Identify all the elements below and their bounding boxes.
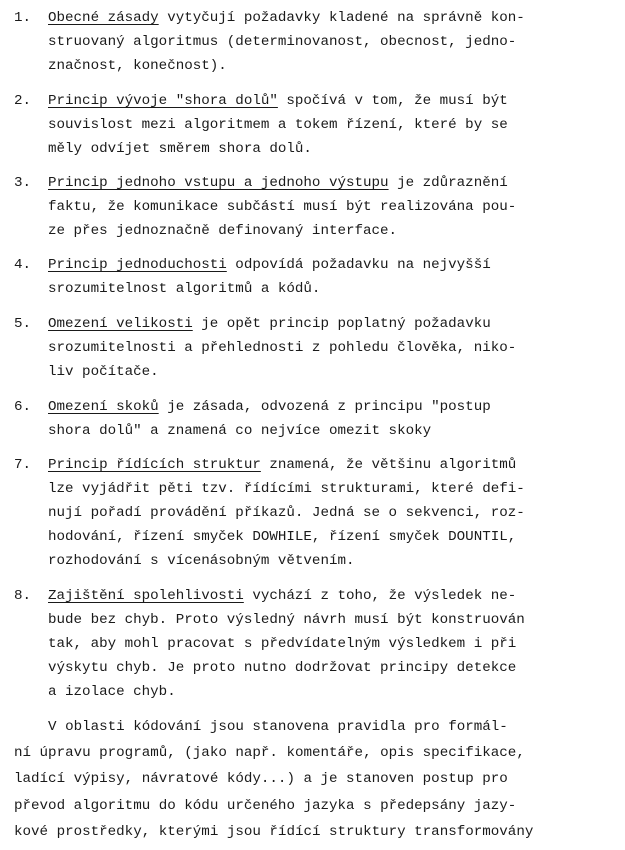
item-line: souvislost mezi algoritmem a tokem řízení, které by se: [48, 117, 508, 133]
item-line: struovaný algoritmus (determinovanost, obecnost, jedno-: [48, 34, 517, 50]
item-first-line: je opět princip poplatný požadavku: [192, 316, 491, 332]
item-line: měly odvíjet směrem shora dolů.: [48, 141, 312, 157]
item-line: a izolace chyb.: [48, 684, 176, 700]
item-title: Princip řídících struktur: [48, 457, 261, 473]
item-title: Princip vývoje "shora dolů": [48, 93, 278, 109]
item-number: 1.: [14, 10, 32, 26]
item-line: srozumitelnosti a přehlednosti z pohledu člověka, niko-: [48, 340, 517, 356]
item-line: hodování, řízení smyček DOWHILE, řízení smyček DOUNTIL,: [48, 529, 517, 545]
paragraph-line: kové prostředky, kterými jsou řídící struktury transformovány: [14, 823, 534, 840]
item-title: Princip jednoho vstupu a jednoho výstupu: [48, 175, 389, 191]
paragraph-line: převod algoritmu do kódu určeného jazyka s předepsány jazy-: [14, 797, 517, 814]
item-text: [48, 253, 614, 301]
item-text: [48, 89, 614, 161]
paragraph-line: ladící výpisy, návratové kódy...) a je stanoven postup pro: [14, 771, 508, 788]
item-line: bude bez chyb. Proto výsledný návrh musí být konstruován: [48, 612, 525, 628]
item-first-line: je zdůraznění: [388, 175, 508, 191]
item-number: 2.: [14, 93, 32, 109]
item-text: [48, 171, 614, 243]
item-number: 6.: [14, 399, 32, 415]
item-line: faktu, že komunikace subčástí musí být realizována pou-: [48, 199, 517, 215]
paragraph-line: ní úpravu programů, (jako např. komentáře, opis specifikace,: [14, 745, 525, 762]
item-line: značnost, konečnost).: [48, 58, 227, 74]
item-first-line: je zásada, odvozená z principu "postup: [158, 399, 491, 415]
item-text: [48, 312, 614, 384]
item-title: Zajištění spolehlivosti: [48, 588, 244, 604]
item-line: nují pořadí provádění příkazů. Jedná se o sekvenci, roz-: [48, 505, 525, 521]
item-line: srozumitelnost algoritmů a kódů.: [48, 281, 321, 297]
item-line: tak, aby mohl pracovat s předvídatelným výsledkem i při: [48, 636, 517, 652]
item-number: 7.: [14, 457, 32, 473]
item-line: shora dolů" a znamená co nejvíce omezit skoky: [48, 423, 432, 439]
paragraph-line: V oblasti kódování jsou stanovena pravidla pro formál-: [14, 719, 508, 735]
item-first-line: vychází z toho, že výsledek ne-: [243, 588, 517, 604]
item-line: ze přes jednoznačně definovaný interface.: [48, 223, 398, 239]
item-text: [48, 395, 614, 443]
item-title: Omezení skoků: [48, 399, 159, 415]
item-line: výskytu chyb. Je proto nutno dodržovat principy detekce: [48, 660, 517, 676]
item-text: [48, 6, 614, 78]
item-number: 8.: [14, 588, 32, 604]
item-line: lze vyjádřit pěti tzv. řídícími strukturami, které defi-: [48, 481, 525, 497]
item-text: [48, 584, 614, 704]
item-title: Princip jednoduchosti: [48, 257, 227, 273]
item-first-line: znamená, že většinu algoritmů: [260, 457, 517, 473]
item-number: 3.: [14, 175, 32, 191]
item-number: 4.: [14, 257, 32, 273]
item-first-line: spočívá v tom, že musí být: [277, 93, 508, 109]
item-title: Omezení velikosti: [48, 316, 193, 332]
item-first-line: vytyčují požadavky kladené na správně kon-: [158, 10, 525, 26]
item-number: 5.: [14, 316, 32, 332]
item-line: rozhodování s vícenásobným větvením.: [48, 553, 355, 569]
item-title: Obecné zásady: [48, 10, 159, 26]
item-line: liv počítače.: [48, 364, 159, 380]
item-text: [48, 453, 614, 573]
body-paragraph: [14, 714, 614, 845]
item-first-line: odpovídá požadavku na nejvyšší: [226, 257, 491, 273]
